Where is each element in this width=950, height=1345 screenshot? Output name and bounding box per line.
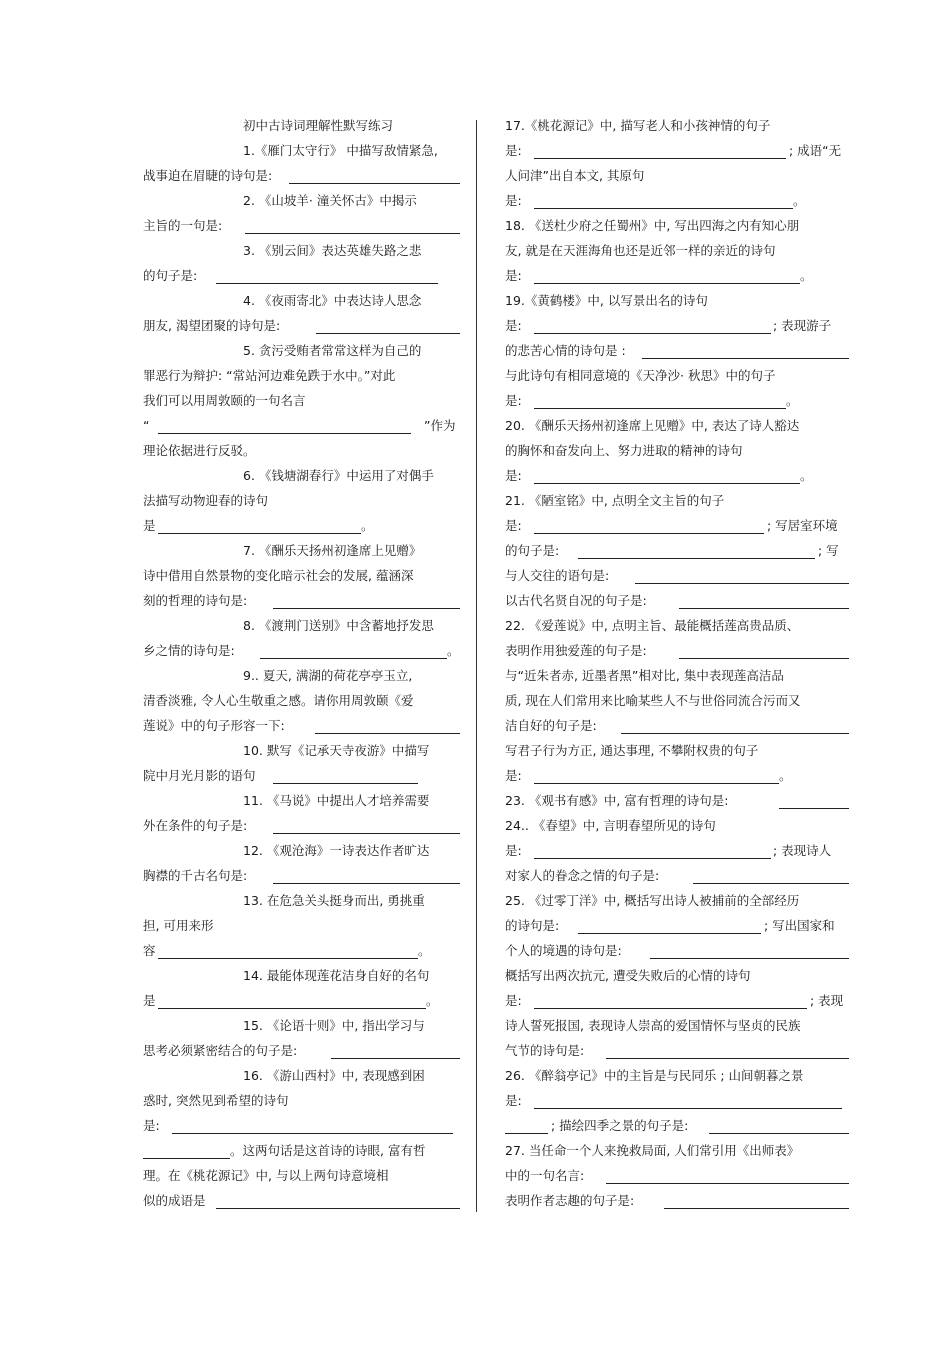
line-text: 是 [143,993,156,1008]
line-text: 写君子行为方正, 通达事理, 不攀附权贵的句子 [505,743,759,758]
question-line [143,938,460,963]
question-line [143,163,460,188]
line-text: 4. 《夜雨寄北》中表达诗人思念 [243,293,422,308]
line-tail-text: 。 [800,468,813,483]
line-text: 是: [505,1093,522,1108]
line-text: 是: [143,1118,160,1133]
answer-blank[interactable] [534,208,793,209]
line-tail-text: ; 写 [818,543,839,558]
question-line [505,163,850,188]
line-text: “ [143,418,150,433]
question-line [505,838,850,863]
answer-blank[interactable] [260,658,447,659]
line-text: 担, 可用来形 [143,918,214,933]
question-line [505,638,850,663]
question-line [143,963,460,988]
question-line [143,1188,460,1213]
answer-blank[interactable] [621,733,849,734]
question-line [505,438,850,463]
answer-blank[interactable] [158,958,418,959]
answer-blank[interactable] [534,408,786,409]
question-line [143,263,460,288]
line-text: 是: [505,193,522,208]
answer-blank[interactable] [505,1133,548,1134]
line-text: 思考必须紧密结合的句子是: [143,1043,298,1058]
question-line [143,438,460,463]
line-text: 11. 《马说》中提出人才培养需要 [243,793,430,808]
line-text: 13. 在危急关头挺身而出, 勇挑重 [243,893,425,908]
answer-blank[interactable] [158,433,411,434]
question-line [505,863,850,888]
line-text: 与“近朱者赤, 近墨者黑”相对比, 集中表现莲高洁品 [505,668,784,683]
line-text: 外在条件的句子是: [143,818,248,833]
answer-blank[interactable] [273,883,460,884]
question-line [143,588,460,613]
question-line [505,763,850,788]
answer-blank[interactable] [779,808,849,809]
line-tail-text: 。 [447,643,460,658]
line-text: 22. 《爱莲说》中, 点明主旨、最能概括莲高贵品质、 [505,618,800,633]
answer-blank[interactable] [679,608,849,609]
question-line [143,288,460,313]
answer-blank[interactable] [316,333,460,334]
question-line [505,338,850,363]
line-text: 罪恶行为辩护: “常站河边难免跌于水中。”对此 [143,368,396,383]
question-line [143,1063,460,1088]
line-tail-text: ”作为 [424,418,456,433]
line-text: 9.. 夏天, 满湖的荷花亭亭玉立, [243,668,413,683]
answer-blank[interactable] [693,883,849,884]
question-line [143,613,460,638]
line-text: 26. 《醉翁亭记》中的主旨是与民同乐 ; 山间朝暮之景 [505,1068,804,1083]
line-text: 莲说》中的句子形容一下: [143,718,285,733]
title-text: 初中古诗词理解性默写练习 [243,118,394,133]
right-column [505,113,850,1213]
answer-blank[interactable] [534,158,786,159]
question-line [505,588,850,613]
line-text: 惑时, 突然见到希望的诗句 [143,1093,289,1108]
line-text: 8. 《渡荆门送别》中含蓄地抒发思 [243,618,434,633]
question-line [143,763,460,788]
answer-blank[interactable] [273,608,460,609]
question-line [505,913,850,938]
line-text: 1.《雁门太守行》 中描写敌情紧急, [243,143,438,158]
line-text: 14. 最能体现莲花洁身自好的名句 [243,968,430,983]
line-text: 是: [505,468,522,483]
question-line [505,238,850,263]
question-line [143,813,460,838]
answer-blank[interactable] [315,733,460,734]
answer-blank[interactable] [606,1058,849,1059]
question-line [505,788,850,813]
question-line [143,538,460,563]
question-line [143,738,460,763]
question-line [505,263,850,288]
question-line [505,713,850,738]
question-line [505,1063,850,1088]
worksheet-title [143,113,460,138]
line-text: 与此诗句有相同意境的《天净沙· 秋思》中的句子 [505,368,776,383]
line-text: 表明作用独爱莲的句子是: [505,643,647,658]
line-tail-text: 。 [779,768,792,783]
line-text: 25. 《过零丁洋》中, 概括写出诗人被捕前的全部经历 [505,893,800,908]
question-line [505,1013,850,1038]
question-line [143,713,460,738]
line-text: 是: [505,318,522,333]
line-text: 乡之情的诗句是: [143,643,235,658]
line-text: 概括写出两次抗元, 遭受失败后的心情的诗句 [505,968,751,983]
question-line [505,363,850,388]
question-line [143,1113,460,1138]
question-line [143,638,460,663]
question-line [505,1138,850,1163]
answer-blank[interactable] [534,333,771,334]
question-line [143,688,460,713]
line-text: 刻的哲理的诗句是: [143,593,248,608]
answer-blank[interactable] [158,1008,426,1009]
line-tail-text: ; 成语“无 [789,143,842,158]
question-line [505,113,850,138]
line-tail-text: 。 [418,943,431,958]
question-line [505,213,850,238]
line-text: 是: [505,518,522,533]
line-tail-text: 。这两句话是这首诗的诗眼, 富有哲 [230,1143,426,1158]
question-line [143,563,460,588]
line-text: 18. 《送杜少府之任蜀州》中, 写出四海之内有知心朋 [505,218,800,233]
line-text: 12. 《观沧海》一诗表达作者旷达 [243,843,430,858]
answer-blank[interactable] [534,1108,842,1109]
question-line [143,363,460,388]
answer-blank[interactable] [578,933,761,934]
line-text: 气节的诗句是: [505,1043,585,1058]
question-line [505,463,850,488]
line-text: 诗人誓死报国, 表现诗人崇高的爱国情怀与坚贞的民族 [505,1018,801,1033]
line-text: 的句子是: [505,543,560,558]
line-text: 中的一句名言: [505,1168,585,1183]
answer-blank[interactable] [534,1008,807,1009]
question-line [143,513,460,538]
line-text: 人问津”出自本文, 其原句 [505,168,645,183]
line-text: 17.《桃花源记》中, 描写老人和小孩神情的句子 [505,118,771,133]
question-line [505,288,850,313]
line-text: 朋友, 渴望团聚的诗句是: [143,318,281,333]
left-column [143,113,460,1213]
line-text: 是: [505,143,522,158]
question-line [143,663,460,688]
question-line [505,538,850,563]
answer-blank[interactable] [158,533,361,534]
line-text: 24.. 《春望》中, 言明春望所见的诗句 [505,818,716,833]
line-text: 16. 《游山西村》中, 表现感到困 [243,1068,425,1083]
question-line [505,138,850,163]
line-text: 清香淡雅, 令人心生敬重之感。请你用周敦颐《爱 [143,693,414,708]
question-line [505,888,850,913]
question-line [143,1138,460,1163]
question-line [143,788,460,813]
answer-blank[interactable] [650,958,849,959]
question-line [505,1188,850,1213]
line-text: 的悲苦心情的诗句是 : [505,343,626,358]
line-text: 23. 《观书有感》中, 富有哲理的诗句是: [505,793,729,808]
line-text: 院中月光月影的语句 [143,768,256,783]
line-tail-text: ; 表现游子 [773,318,832,333]
line-tail-text: ; 表现 [810,993,844,1008]
answer-blank[interactable] [289,183,460,184]
question-line [505,388,850,413]
column-divider [476,120,477,1212]
line-text: 诗中借用自然景物的变化暗示社会的发展, 蕴涵深 [143,568,414,583]
question-line [143,313,460,338]
answer-blank[interactable] [606,1183,849,1184]
line-text: 6. 《钱塘湖春行》中运用了对偶手 [243,468,434,483]
question-line [505,1163,850,1188]
question-line [143,838,460,863]
line-text: 法描写动物迎春的诗句 [143,493,269,508]
question-line [505,488,850,513]
line-tail-text: 。 [800,268,813,283]
line-text: 主旨的一句是: [143,218,223,233]
line-text: 是: [505,993,522,1008]
question-line [143,488,460,513]
line-tail-text: 。 [786,393,799,408]
line-text: 表明作者志趣的句子是: [505,1193,635,1208]
answer-blank[interactable] [331,1058,460,1059]
answer-blank[interactable] [216,283,438,284]
question-line [505,413,850,438]
question-line [505,988,850,1013]
line-text: 洁自好的句子是: [505,718,597,733]
answer-blank[interactable] [635,583,849,584]
question-line [505,1038,850,1063]
question-line [143,138,460,163]
answer-blank[interactable] [664,1208,849,1209]
question-line [143,463,460,488]
question-line [505,688,850,713]
line-text: 7. 《酬乐天扬州初逢席上见赠》 [243,543,422,558]
line-text: 对家人的眷念之情的句子是: [505,868,660,883]
line-text: 27. 当任命一个人来挽救局面, 人们常引用《出师表》 [505,1143,800,1158]
line-text: 质, 现在人们常用来比喻某些人不与世俗同流合污而又 [505,693,801,708]
answer-blank[interactable] [172,1133,453,1134]
line-text: 胸襟的千古名句是: [143,868,248,883]
line-text: 的句子是: [143,268,198,283]
line-text: 是: [505,843,522,858]
answer-blank[interactable] [642,358,849,359]
line-text: 以古代名贤自况的句子是: [505,593,647,608]
line-text: 19.《黄鹤楼》中, 以写景出名的诗句 [505,293,708,308]
question-line [505,938,850,963]
line-text: 似的成语是 [143,1193,206,1208]
line-text: 与人交往的语句是: [505,568,610,583]
line-text: 友, 就是在天涯海角也还是近邻一样的亲近的诗句 [505,243,776,258]
answer-blank[interactable] [534,283,800,284]
answer-blank[interactable] [578,558,815,559]
question-line [143,338,460,363]
question-line [143,213,460,238]
line-text: 10. 默写《记承天寺夜游》中描写 [243,743,430,758]
question-line [505,1088,850,1113]
answer-blank[interactable] [143,1158,230,1159]
question-line [505,1113,850,1138]
line-tail-text: 。 [793,193,806,208]
question-line [505,513,850,538]
line-text: 理。在《桃花源记》中, 与以上两句诗意境相 [143,1168,389,1183]
question-line [505,613,850,638]
line-tail-text: 。 [426,993,439,1008]
line-text: 的诗句是: [505,918,560,933]
line-tail-text: ; 描绘四季之景的句子是: [551,1118,689,1133]
line-tail-text: ; 表现诗人 [773,843,832,858]
line-text: 容 [143,943,156,958]
question-line [143,988,460,1013]
question-line [143,1163,460,1188]
line-text: 战事迫在眉睫的诗句是: [143,168,273,183]
line-text: 是: [505,268,522,283]
question-line [505,313,850,338]
line-text: 我们可以用周敦颐的一句名言 [143,393,306,408]
line-text: 20. 《酬乐天扬州初逢席上见赠》中, 表达了诗人豁达 [505,418,800,433]
answer-blank[interactable] [216,1208,460,1209]
answer-blank[interactable] [534,533,764,534]
question-line [143,913,460,938]
question-line [143,188,460,213]
line-text: 2. 《山坡羊· 潼关怀古》中揭示 [243,193,417,208]
line-tail-text: ; 写居室环境 [767,518,838,533]
answer-blank[interactable] [534,483,800,484]
answer-blank[interactable] [679,658,849,659]
line-text: 是: [505,768,522,783]
line-tail-text: ; 写出国家和 [764,918,835,933]
question-line [143,1038,460,1063]
line-text: 是 [143,518,156,533]
answer-blank[interactable] [273,833,460,834]
line-tail-text: 。 [361,518,374,533]
line-text: 的胸怀和奋发向上、努力进取的精神的诗句 [505,443,743,458]
question-line [505,663,850,688]
line-text: 5. 贪污受贿者常常这样为自己的 [243,343,422,358]
line-text: 是: [505,393,522,408]
line-text: 3. 《别云间》表达英雄失路之悲 [243,243,422,258]
answer-blank[interactable] [709,1133,849,1134]
answer-blank[interactable] [534,858,771,859]
question-line [143,1013,460,1038]
question-line [505,738,850,763]
question-line [143,1088,460,1113]
question-line [505,188,850,213]
line-text: 15. 《论语十则》中, 指出学习与 [243,1018,425,1033]
answer-blank[interactable] [245,233,460,234]
line-text: 理论依据进行反驳。 [143,443,256,458]
question-line [143,388,460,413]
question-line [143,888,460,913]
question-line [143,413,460,438]
question-line [143,863,460,888]
answer-blank[interactable] [534,783,779,784]
line-text: 21. 《陋室铭》中, 点明全文主旨的句子 [505,493,725,508]
question-line [505,963,850,988]
question-line [505,813,850,838]
line-text: 个人的境遇的诗句是: [505,943,622,958]
question-line [505,563,850,588]
answer-blank[interactable] [273,783,418,784]
question-line [143,238,460,263]
